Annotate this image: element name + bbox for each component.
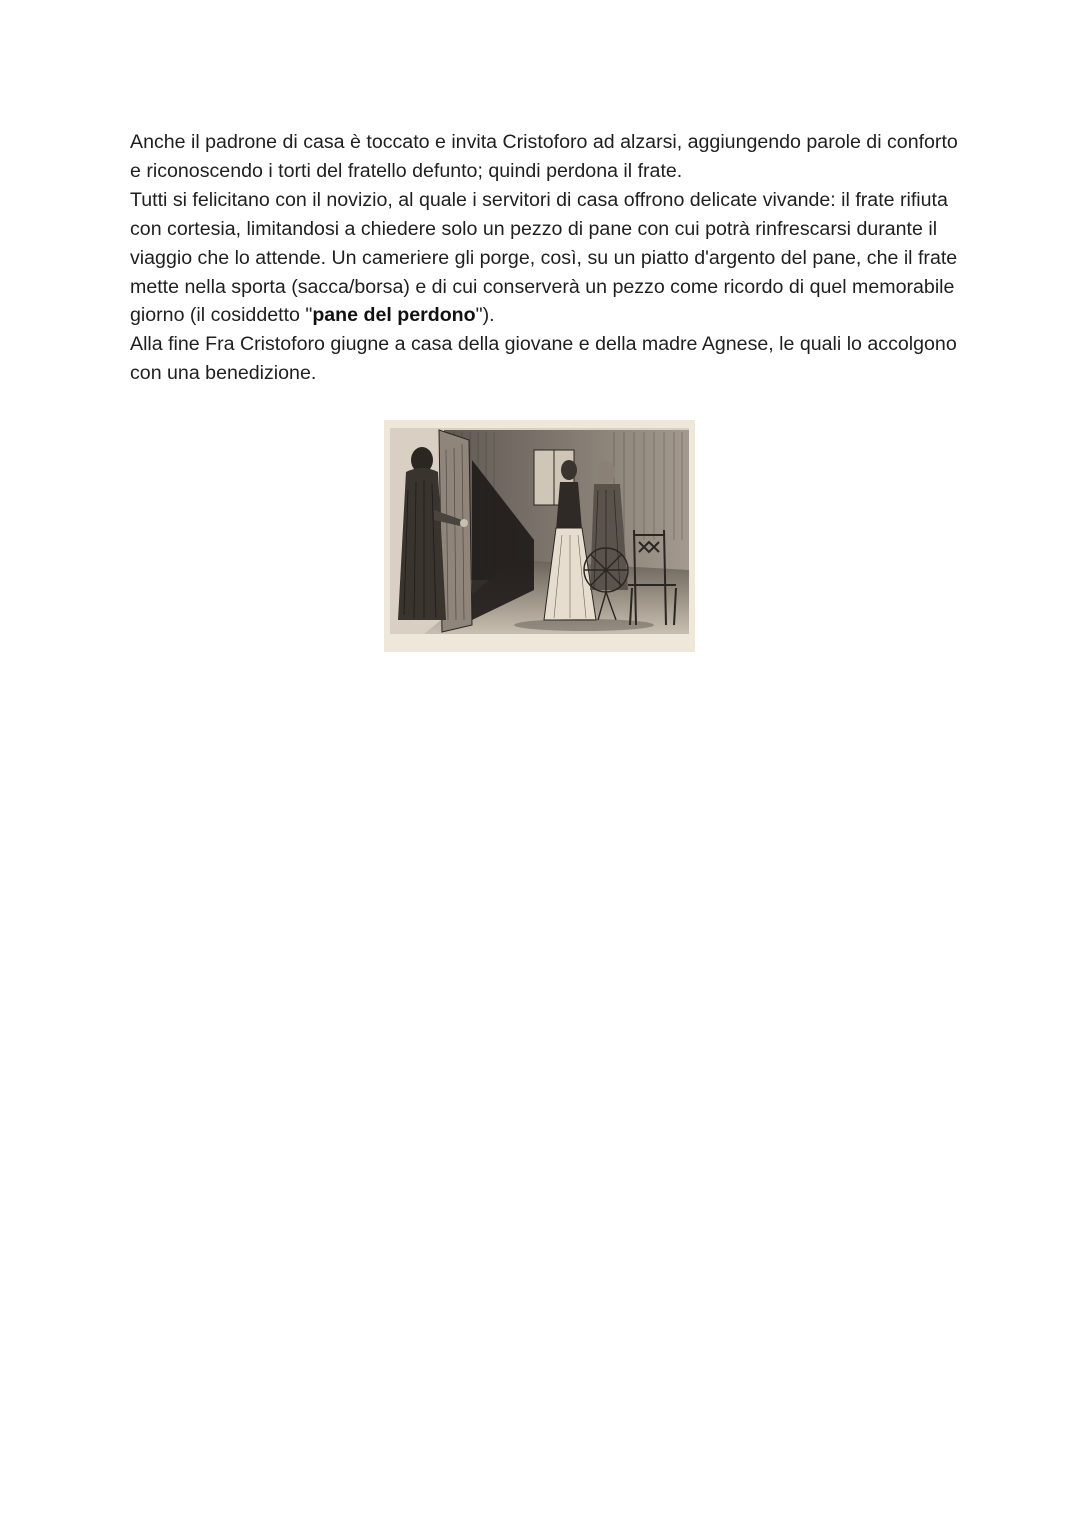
paragraph-2-text: Tutti si felicitano con il novizio, al quale i servitori di casa offrono delicate vivande: il frate rifiuta con cortesia, limitandosi a chiedere solo un pezzo di pane con cui potrà rinfrescarsi durante il viaggio che lo attende. Un cameriere gli porge, così, su un piatto d'argento del pane, che il frate mette nella sporta (sacca/borsa) e di cui conserverà un pezzo come ricordo di quel memorabile giorno (il cosiddetto " bbox=[130, 188, 958, 327]
paragraph-1-text: Anche il padrone di casa è toccato e invita Cristoforo ad alzarsi, aggiungendo parole di conforto e riconoscendo i torti del fratello defunto; quindi perdona il frate. bbox=[130, 131, 958, 182]
document-body bbox=[130, 128, 960, 388]
bold-phrase: pane del perdono bbox=[312, 304, 476, 327]
engraving-illustration bbox=[384, 420, 695, 652]
paragraph-3 bbox=[130, 330, 960, 388]
paragraph-2-end: "). bbox=[475, 304, 495, 327]
paragraph-2 bbox=[130, 186, 960, 331]
paragraph-3-text: Alla fine Fra Cristoforo giugne a casa della giovane e della madre Agnese, le quali lo accolgono con una benedizione. bbox=[130, 333, 957, 385]
paragraph-1 bbox=[130, 128, 960, 186]
